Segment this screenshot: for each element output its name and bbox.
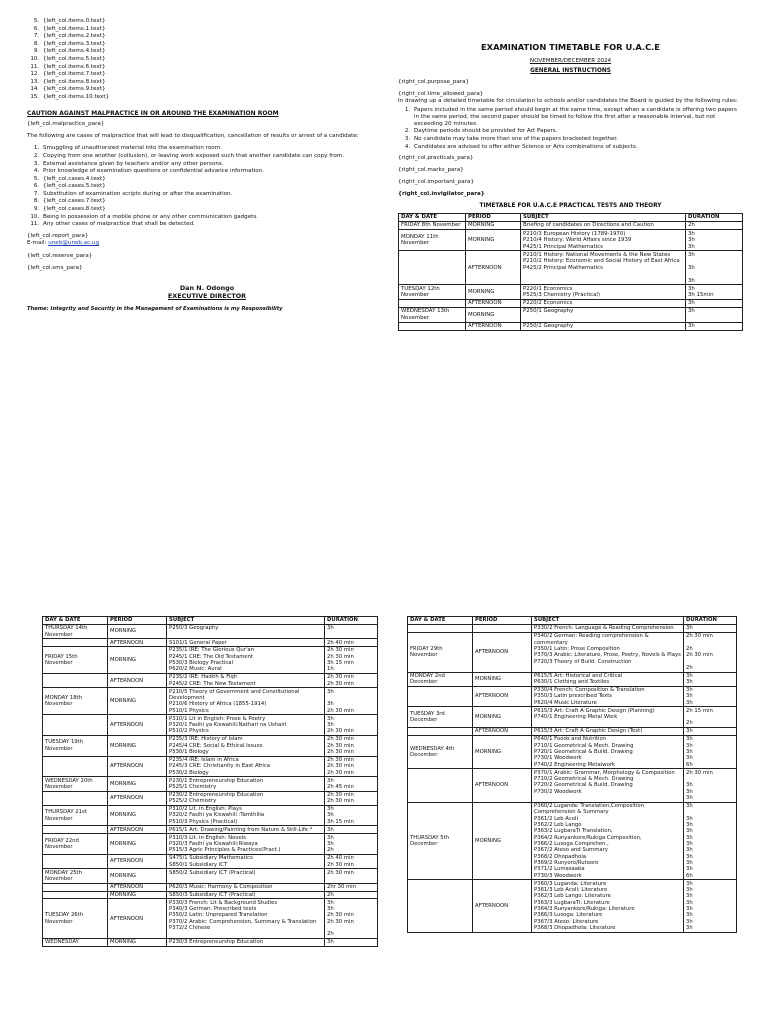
instructions-column [27, 18, 387, 313]
purpose-paragraph: {right_col.purpose_para} [398, 79, 470, 86]
practicals-paragraph: {right_col.practicals_para} [398, 154, 474, 161]
cell-period: AFTERNOON [108, 674, 167, 688]
cell-subject: P640/1 Foods and Nutrition P710/1 Geometrical & Mech. Drawing P720/1 Geometrical & Build. Drawing P730/1 Woodwork P740/2 Engineering Metalwork [532, 736, 684, 769]
table-row [408, 632, 737, 672]
list-item: 2. Daytime periods should be provided for Art Papers. [412, 128, 743, 135]
cell-period: AFTERNOON [473, 880, 532, 932]
cell-duration: 3h 3h 3h [686, 230, 743, 251]
cell-duration: 3h 3h 2h 30 min [325, 688, 378, 715]
practical-timetable [398, 213, 743, 331]
list-item: 4. Candidates are advised to offer either Science or Arts combinations of subjects. [412, 144, 743, 151]
table-row [43, 639, 378, 647]
cell-period: MORNING [108, 688, 167, 715]
list-item: 3. External assistance given by teachers and/or any other persons. [41, 161, 387, 168]
cell-subject: Briefing of candidates on Directions and Caution [521, 222, 686, 230]
cell-period [473, 624, 532, 632]
list-item: 11. Any other cases of malpractice that shall be detected. [41, 221, 387, 228]
timetable-right [407, 616, 737, 933]
cell-period: AFTERNOON [108, 715, 167, 736]
signatory-name: Dan N. Odongo [179, 283, 235, 292]
cell-period: MORNING [473, 672, 532, 686]
col-header-duration: DURATION [325, 617, 378, 625]
cell-period: AFTERNOON [473, 686, 532, 707]
cell-subject: P330/4 French: Composition & Translation P350/3 Latin prescribed Texts P620/4 Music Literature [532, 686, 684, 707]
cell-day: TUESDAY 3rd December [408, 707, 473, 728]
table-row [43, 805, 378, 826]
cell-subject: S850/2 Subsidiary ICT (Practical) [167, 869, 325, 883]
cell-duration: 3h [686, 322, 743, 330]
cell-period: MORNING [108, 805, 167, 826]
cell-duration: 3h 3h 15min [686, 285, 743, 300]
col-header-day: DAY & DATE [43, 617, 108, 625]
table-row [43, 647, 378, 674]
cell-period: MORNING [466, 222, 521, 230]
cell-subject: P235/1 IRE: The Glorious Qur'an P245/1 CRE: The Old Testament P530/3 Biology Practical P620/2 Music: Aural [167, 647, 325, 674]
cell-subject: P615/3 Art: Craft A Graphic Design (Test) [532, 728, 684, 736]
general-instructions-heading: GENERAL INSTRUCTIONS [530, 68, 611, 75]
cell-period: AFTERNOON [473, 632, 532, 672]
cell-subject: P235/3 IRE: History of Islam P245/4 CRE: Social & Ethical Issues P530/1 Biology [167, 736, 325, 757]
cell-subject: P210/3 European History (1789-1970) P210/4 History: World Affairs since 1939 P425/1 Principal Mathematics [521, 230, 686, 251]
table-row [43, 899, 378, 939]
table-row [408, 728, 737, 736]
cell-period: MORNING [108, 939, 167, 947]
malpractice-cases-list [27, 145, 387, 228]
cell-subject: P220/2 Economics [521, 300, 686, 308]
cell-duration: 2h 30 min 2h 30 min [325, 791, 378, 805]
table-row [408, 686, 737, 707]
practical-table-title: TIMETABLE FOR U.A.C.E PRACTICAL TESTS AND THEORY [479, 203, 662, 209]
cell-subject: P330/2 French: Language & Reading Comprehension [532, 624, 684, 632]
list-item: 7. Substitution of examination scripts during or after the examination. [41, 191, 387, 198]
table-row [408, 736, 737, 769]
table-row [43, 883, 378, 891]
list-item: 14. {left_col.items.9.text} [41, 86, 387, 93]
table-row [43, 715, 378, 736]
main-timetable-left [42, 616, 378, 1024]
cell-day: WEDNESDAY 20th November [43, 777, 108, 791]
cell-day [43, 715, 108, 736]
cell-day [408, 624, 473, 632]
marks-paragraph: {right_col.marks_para} [398, 166, 464, 173]
important-paragraph: {right_col.important_para} [398, 178, 475, 185]
list-item: 5. {left_col.cases.4.text} [41, 176, 387, 183]
col-header-subject: SUBJECT [521, 214, 686, 222]
cell-day: FRIDAY 29th November [408, 632, 473, 672]
cell-day: THURSDAY 5th December [408, 802, 473, 880]
list-item: 1. Papers included in the same period should begin at the same time, except when a candidate is offering two papers in the same period, the second paper should be timed to follow the first after a reasonable interval, but not exceeding 20 minutes. [412, 107, 743, 128]
cell-subject: P210/5 Theory of Government and Constitutional Development P210/6 History of Africa (1855-1914) P510/1 Physics [167, 688, 325, 715]
cell-duration: 2hr 30 min [325, 883, 378, 891]
list-item: 4. Prior knowledge of examination questions or confidential advance information. [41, 168, 387, 175]
cell-subject: P360/3 Luganda: Literature P361/3 Leb Acoli: Literature P362/3 Leb Lango: Literature P363/3 LugbaraTi: Literature P364/3 Runyankore/Rukiga: Literature P366/3 Lusoga: Literature P367/3 Ateso: Literature P368/3 Dhopadhola: Literature [532, 880, 684, 932]
cell-day: TUESDAY 19th November [43, 736, 108, 757]
cell-duration: 3h [325, 624, 378, 638]
table-row [408, 624, 737, 632]
report-paragraph: {left_col.report_para} E-mail: uneb@uneb.ac.ug [27, 233, 100, 247]
cell-subject: P360/2 Luganda: Translation,Composition Comprehension & Summary P361/2 Leb Acoli P362/2 Leb Lango P363/2 LugbaraTi Translation, P364/2 Runyankore/Rukiga Composition, P366/2 Lusoga Comprehen., P367/2 Ateso and Summary P368/2 Dhopadhola P369/2 Runyoro/Rutooro P371/2 Lumasaaba P730/3 Woodwork [532, 802, 684, 880]
col-header-period: PERIOD [473, 617, 532, 625]
cell-period: AFTERNOON [108, 639, 167, 647]
cell-duration: 2h 30 min 2h 30 min [325, 674, 378, 688]
cell-duration: 2h 40 min 2h 30 min [325, 855, 378, 869]
cell-duration: 2h 40 min [325, 639, 378, 647]
cell-period: AFTERNOON [108, 826, 167, 834]
cell-day: FRIDAY 8th November [399, 222, 466, 230]
cell-day [43, 883, 108, 891]
cell-day [43, 891, 108, 899]
cell-period: MORNING [108, 869, 167, 883]
cell-period: AFTERNOON [108, 855, 167, 869]
table-row [43, 939, 378, 947]
cell-subject: P250/1 Geography [521, 308, 686, 323]
cell-day: TUESDAY 26th November [43, 899, 108, 939]
cell-day [43, 826, 108, 834]
cell-subject: P615/5 Art: Historical and Critical P630/1 Clothing and Textiles [532, 672, 684, 686]
list-item: 13. {left_col.items.8.text} [41, 79, 387, 86]
malpractice-paragraph: {left_col.malpractice_para} [27, 121, 105, 128]
cell-day: MONDAY 2nd December [408, 672, 473, 686]
cell-subject: P235/4 IRE: Islam in Africa P245/3 CRE: Christianity in East Africa P530/2 Biology [167, 756, 325, 777]
cell-period: MORNING [466, 230, 521, 251]
list-item: 11. {left_col.items.6.text} [41, 64, 387, 71]
cell-duration: 3h [684, 728, 737, 736]
table-row [399, 222, 743, 230]
cell-subject: P250/3 Geography [167, 624, 325, 638]
cell-period: AFTERNOON [108, 756, 167, 777]
cell-period: AFTERNOON [108, 883, 167, 891]
cell-period: MORNING [473, 802, 532, 880]
cell-duration: 3h [686, 308, 743, 323]
cell-day: MONDAY 18th November [43, 688, 108, 715]
cell-duration: 3h [325, 939, 378, 947]
table-row [43, 791, 378, 805]
timetable-rules-list [398, 107, 743, 151]
cell-subject: S475/1 Subsidiary Mathematics S850/1 Subsidiary ICT [167, 855, 325, 869]
table-row [43, 777, 378, 791]
cell-subject: P310/2 Lit. in English: Plays P320/2 Fasihi ya Kiswahili :Tamthilia P510/3 Physics (Practical) [167, 805, 325, 826]
cell-subject: P250/2 Geography [521, 322, 686, 330]
cell-subject: P340/2 German: Reading comprehension & commentary P350/1 Latin: Prose Composition P370/3 Arabic: Literature, Prose, Poetry, Novels & Plays P720/3 Theory of Build. Construction [532, 632, 684, 672]
signature-block [27, 284, 387, 300]
cell-duration: 3h 3h [684, 672, 737, 686]
cell-period: MORNING [473, 736, 532, 769]
invigilator-paragraph: {right_col.invigilator_para} [398, 190, 485, 197]
cell-subject: S101/1 General Paper [167, 639, 325, 647]
list-item: 6. {left_col.items.1.text} [41, 26, 387, 33]
cell-day [399, 251, 466, 285]
list-item: 9. {left_col.cases.8.text} [41, 206, 387, 213]
cell-period: MORNING [473, 707, 532, 728]
cell-duration: 3h 3h 3h 15 min [325, 805, 378, 826]
table-row [43, 688, 378, 715]
col-header-subject: SUBJECT [532, 617, 684, 625]
theme-line: Theme: Integrity and Security in the Management of Examinations is my Responsibility [27, 305, 283, 312]
list-item: 12. {left_col.items.7.text} [41, 71, 387, 78]
cell-subject: P220/1 Economics P525/3 Chemistry (Practical) [521, 285, 686, 300]
cell-subject: P310/3 Lit. in English: Novels P320/3 Fasihi ya Kiswahili:Riwaya P515/3 Agric Principles & Practices(Pract.) [167, 834, 325, 855]
table-row [43, 834, 378, 855]
cell-period: AFTERNOON [473, 769, 532, 802]
cell-duration: 2h 30 min 2h 2h 30 min 2h [684, 632, 737, 672]
cell-day: MONDAY 11th November [399, 230, 466, 251]
cell-subject: P620/3 Music: Harmony & Composition [167, 883, 325, 891]
cell-duration: 2h 30 min 2h 30 min 3h 15 min 1h [325, 647, 378, 674]
cell-subject: S850/3 Subsidiary ICT (Practical) [167, 891, 325, 899]
cell-day: WEDNESDAY 13th November [399, 308, 466, 323]
session-label: NOVEMBER/DECEMBER 2024 [529, 58, 612, 65]
email-link[interactable]: uneb@uneb.ac.ug [48, 240, 100, 247]
cell-day [43, 756, 108, 777]
cell-subject: P370/1 Arabic: Grammar, Morphology & Composition P710/2 Geometrical & Mech. Drawing P720/2 Geometrical & Build. Drawing P730/2 Woodwork [532, 769, 684, 802]
col-header-duration: DURATION [684, 617, 737, 625]
cell-day [408, 686, 473, 707]
cell-subject: P615/3 Art: Craft A Graphic Design (Planning) P740/1 Engineering Metal Work [532, 707, 684, 728]
list-item: 1. Smuggling of unauthorized material into the examination room. [41, 145, 387, 152]
cell-subject: P330/3 French: Lit & Background Studies P340/3 German: Prescribed texts P350/2 Latin: Unprepared Translation P370/2 Arabic: Comprehension, Summary & Translation P372/2 Chinese [167, 899, 325, 939]
sms-results-paragraph: {left_col.sms_para} [27, 264, 83, 271]
table-row [43, 756, 378, 777]
cell-subject: P230/2 Entrepreneurship Education P525/2 Chemistry [167, 791, 325, 805]
cell-day: WEDNESDAY [43, 939, 108, 947]
cell-period: AFTERNOON [108, 899, 167, 939]
cell-duration: 3h 3h 3h 3h 6h [684, 736, 737, 769]
candidate-instructions-list [27, 18, 387, 101]
table-row [399, 300, 743, 308]
cell-period: MORNING [108, 834, 167, 855]
cell-day: MONDAY 25th November [43, 869, 108, 883]
cell-duration: 2h [325, 891, 378, 899]
cell-subject: P210/1 History: National Movements & the New States P210/2 History: Economic and Social History of East Africa P425/2 Principal Mathematics [521, 251, 686, 285]
main-timetable-right [407, 616, 737, 1024]
list-item: 8. {left_col.cases.7.text} [41, 198, 387, 205]
table-row [408, 880, 737, 932]
cell-period: AFTERNOON [473, 728, 532, 736]
cell-duration: 2h 30 min 2h 30 min 2h 30 min [325, 736, 378, 757]
cell-day: THURSDAY 21st November [43, 805, 108, 826]
cell-day: WEDNESDAY 4th December [408, 736, 473, 769]
cell-period: MORNING [108, 891, 167, 899]
cell-duration: 2h 30 min 2h 30 min 2h 30 min [325, 756, 378, 777]
cell-subject: P310/1 Lit in English: Prose & Poetry P320/1 Fasihi ya Kiswahili:Nathari na Ushairi P510/2 Physics [167, 715, 325, 736]
cell-duration: 3h [684, 624, 737, 632]
col-header-day: DAY & DATE [399, 214, 466, 222]
cell-day [43, 674, 108, 688]
cell-duration: 3h [686, 300, 743, 308]
cell-subject: P230/3 Entrepreneurship Education [167, 939, 325, 947]
cell-period: MORNING [108, 624, 167, 638]
table-row [399, 322, 743, 330]
cell-day [43, 855, 108, 869]
list-item: 8. {left_col.items.3.text} [41, 41, 387, 48]
general-instructions-column [398, 44, 743, 331]
table-row [408, 707, 737, 728]
cell-duration: 3h 3h 3h [686, 251, 743, 285]
cell-period: MORNING [466, 308, 521, 323]
signatory-title: EXECUTIVE DIRECTOR [167, 291, 247, 300]
cell-period: MORNING [108, 647, 167, 674]
list-item: 9. {left_col.items.4.text} [41, 48, 387, 55]
table-row [43, 826, 378, 834]
cell-duration: 2h 15 min 2h [684, 707, 737, 728]
cell-period: MORNING [466, 285, 521, 300]
malpractice-heading: CAUTION AGAINST MALPRACTICE IN OR AROUND THE EXAMINATION ROOM [27, 110, 279, 118]
col-header-day: DAY & DATE [408, 617, 473, 625]
cell-period: AFTERNOON [466, 300, 521, 308]
cell-day [43, 791, 108, 805]
table-row [399, 285, 743, 300]
col-header-duration: DURATION [686, 214, 743, 222]
cell-day [408, 769, 473, 802]
list-item: 7. {left_col.items.2.text} [41, 33, 387, 40]
table-row [43, 674, 378, 688]
cell-duration: 3h 3h 3h [684, 686, 737, 707]
cell-day [399, 322, 466, 330]
cell-day [399, 300, 466, 308]
col-header-period: PERIOD [466, 214, 521, 222]
table-row [43, 891, 378, 899]
list-item: 10. {left_col.items.5.text} [41, 56, 387, 63]
table-row [408, 802, 737, 880]
cell-subject: P230/1 Entrepreneurship Education P525/1 Chemistry [167, 777, 325, 791]
rules-intro: In drawing up a detailed timetable for circulation to schools and/or candidates the Board is guided by the following rules: [398, 98, 738, 105]
col-header-subject: SUBJECT [167, 617, 325, 625]
cell-day [43, 639, 108, 647]
list-item: 15. {left_col.items.10.text} [41, 94, 387, 101]
cell-duration: 2h [686, 222, 743, 230]
list-item: 6. {left_col.cases.5.text} [41, 183, 387, 190]
table-row [399, 251, 743, 285]
list-item: 3. No candidate may take more than one of the papers bracketed together. [412, 136, 743, 143]
table-row [43, 869, 378, 883]
table-row [43, 736, 378, 757]
cell-duration: 3h [325, 826, 378, 834]
table-row [43, 624, 378, 638]
cell-day: TUESDAY 12th November [399, 285, 466, 300]
cell-duration: 3h 3h 2h 30 min [325, 715, 378, 736]
table-row [399, 308, 743, 323]
cell-day: FRIDAY 15th November [43, 647, 108, 674]
cell-subject: P235/2 IRE: Hadith & Fiqh P245/2 CRE: The New Testament [167, 674, 325, 688]
cell-day: THURSDAY 14th November [43, 624, 108, 638]
reserve-paragraph: {left_col.reserve_para} [27, 252, 93, 259]
cell-period: AFTERNOON [108, 791, 167, 805]
cell-day [408, 880, 473, 932]
table-row [408, 769, 737, 802]
cell-period: AFTERNOON [466, 322, 521, 330]
list-item: 5. {left_col.items.0.text} [41, 18, 387, 25]
list-item: 10. Being in possession of a mobile phone or any other communication gadgets. [41, 214, 387, 221]
cell-duration: 2h 30 min [325, 869, 378, 883]
cell-duration: 3h 2h 45 min [325, 777, 378, 791]
malpractice-cases-intro: The following are cases of malpractice that will lead to disqualification, cancellation of results or arrest of a candidate: [27, 133, 359, 140]
cell-duration: 2h 30 min 3h 3h 3h [684, 769, 737, 802]
cell-duration: 3h 3h 3h 3h 3h 3h 3h 3h 3h 3h 6h [684, 802, 737, 880]
cell-period: MORNING [108, 736, 167, 757]
cell-period: AFTERNOON [466, 251, 521, 285]
list-item: 2. Copying from one another (collusion), or leaving work exposed such that another candidate can copy from. [41, 153, 387, 160]
cell-duration: 3h 3h 2h 30 min 2h 30 min 2h [325, 899, 378, 939]
col-header-period: PERIOD [108, 617, 167, 625]
table-row [399, 230, 743, 251]
cell-day [408, 728, 473, 736]
time-allowed-paragraph: {right_col.time_allowed_para} [398, 91, 484, 98]
cell-day: FRIDAY 22nd November [43, 834, 108, 855]
document-title: EXAMINATION TIMETABLE FOR U.A.C.E [481, 42, 660, 52]
cell-duration: 3h 3h 2h [325, 834, 378, 855]
cell-duration: 3h 3h 3h 3h 3h 3h 3h 3h [684, 880, 737, 932]
table-row [43, 855, 378, 869]
timetable-left [42, 616, 378, 947]
cell-period: MORNING [108, 777, 167, 791]
cell-subject: P615/1 Art: Drawing/Painting from Nature & Still-Life * [167, 826, 325, 834]
table-row [408, 672, 737, 686]
